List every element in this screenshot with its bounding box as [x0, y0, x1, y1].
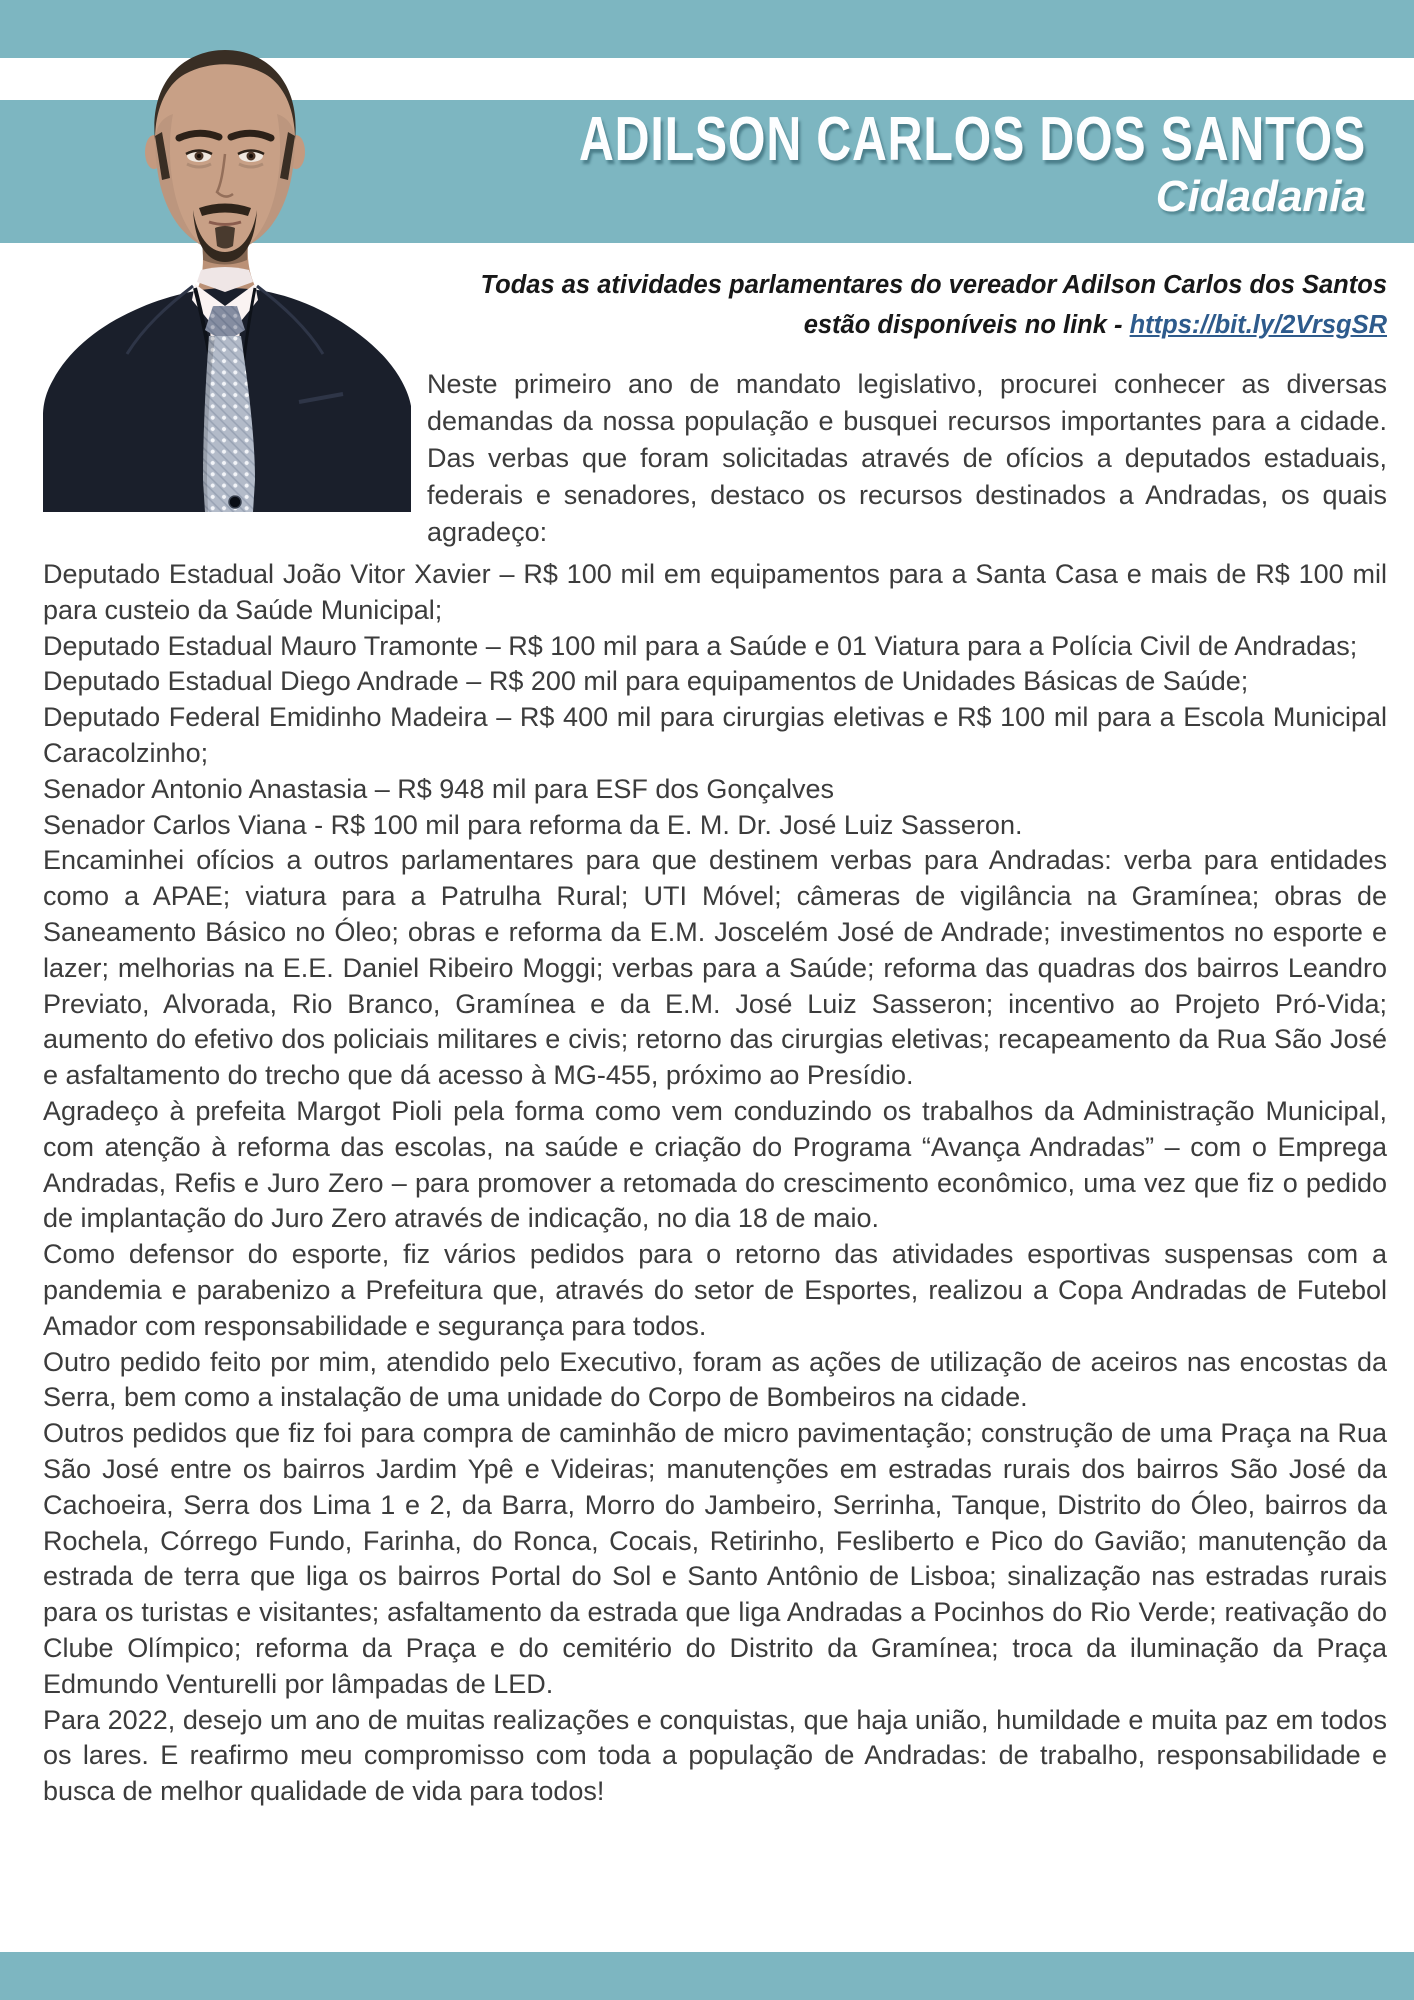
intro-note-line1: Todas as atividades parlamentares do vereador Adilson Carlos dos Santos [480, 271, 1387, 299]
body-paragraph: Senador Carlos Viana - R$ 100 mil para reforma da E. M. Dr. José Luiz Sasseron. [43, 809, 1023, 840]
suit-button [229, 496, 241, 508]
portrait-suit [43, 267, 411, 512]
body-paragraph: Como defensor do esporte, fiz vários pedidos para o retorno das atividades esportivas suspensas com a pandemia e parabenizo a Prefeitura que, através do setor de Esportes, realizou a Copa Andradas de Futebol Amador com responsabilidade e segurança para todos. [43, 1239, 1387, 1341]
body-paragraph: Deputado Estadual João Vitor Xavier – R$ 100 mil em equipamentos para a Santa Casa e mais de R$ 100 mil para custeio da Saúde Municipal; [43, 559, 1387, 625]
body-paragraph: Outros pedidos que fiz foi para compra de caminhão de micro pavimentação; construção de uma Praça na Rua São José entre os bairros Jardim Ypê e Videiras; manutenções em estradas rurais dos bairros São José da Cachoeira, Serra dos Lima 1 e 2, da Barra, Morro do Jambeiro, Serrinha, Tanque, Distrito do Óleo, bairros da Rochela, Córrego Fundo, Farinha, do Ronca, Cocais, Retirinho, Fesliberto e Pico do Gavião; manutenção da estrada de terra que liga os bairros Portal do Sol e Santo Antônio de Lisboa; sinalização nas estradas rurais para os turistas e visitantes; asfaltamento da estrada que liga Andradas a Pocinhos do Rio Verde; reativação do Clube Olímpico; reforma da Praça e do cemitério do Distrito da Gramínea; troca da iluminação da Praça Edmundo Venturelli por lâmpadas de LED. [43, 1418, 1387, 1699]
body-paragraphs [43, 557, 1387, 1810]
body-paragraph: Deputado Estadual Mauro Tramonte – R$ 100 mil para a Saúde e 01 Viatura para a Polícia Civil de Andradas; [43, 630, 1358, 661]
footer-band [0, 1952, 1414, 2000]
body-paragraph: Agradeço à prefeita Margot Pioli pela forma como vem conduzindo os trabalhos da Administração Municipal, com atenção à reforma das escolas, na saúde e criação do Programa “Avança Andradas” – com o Emprega Andradas, Refis e Juro Zero – para promover a retomada do crescimento econômico, uma vez que fiz o pedido de implantação do Juro Zero através de indicação, no dia 18 de maio. [43, 1095, 1387, 1234]
body-paragraph: Senador Antonio Anastasia – R$ 948 mil para ESF dos Gonçalves [43, 773, 834, 804]
activities-link[interactable]: https://bit.ly/2VrsgSR [1129, 311, 1387, 339]
body-paragraph: Para 2022, desejo um ano de muitas realizações e conquistas, que haja união, humildade e muita paz em todos os lares. E reafirmo meu compromisso com toda a população de Andradas: de trabalho, responsabilidade e busca de melhor qualidade de vida para todos! [43, 1704, 1387, 1807]
body-paragraph: Deputado Federal Emidinho Madeira – R$ 400 mil para cirurgias eletivas e R$ 100 mil para a Escola Municipal Caracolzinho; [43, 702, 1387, 768]
lead-paragraph: Neste primeiro ano de mandato legislativo, procurei conhecer as diversas demandas da nossa população e busquei recursos importantes para a cidade. Das verbas que foram solicitadas através de ofícios a deputados estaduais, federais e senadores, destaco os recursos destinados a Andradas, os quais agradeço: [427, 369, 1387, 547]
body-paragraph: Encaminhei ofícios a outros parlamentares para que destinem verbas para Andradas: verba para entidades como a APAE; viatura para a Patrulha Rural; UTI Móvel; câmeras de vigilância na Gramínea; obras de Saneamento Básico no Óleo; obras e reforma da E.M. Joscelém José de Andrade; investimentos no esporte e lazer; melhorias na E.E. Daniel Ribeiro Moggi; verbas para a Saúde; reforma das quadras dos bairros Leandro Previato, Alvorada, Rio Branco, Gramínea e da E.M. José Luiz Sasseron; incentivo ao Projeto Pró-Vida; aumento do efetivo dos policiais militares e civis; retorno das cirurgias eletivas; recapeamento da Rua São José e asfaltamento do trecho que dá acesso à MG-455, próximo ao Presídio. [43, 845, 1387, 1091]
page-title: ADILSON CARLOS DOS SANTOS [578, 105, 1366, 174]
portrait-photo [43, 50, 411, 512]
body-paragraph: Outro pedido feito por mim, atendido pelo Executivo, foram as ações de utilização de aceiros nas encostas da Serra, bem como a instalação de uma unidade do Corpo de Bombeiros na cidade. [43, 1346, 1387, 1413]
portrait-face [155, 58, 295, 262]
intro-note-line2: estão disponíveis no link - [803, 311, 1130, 339]
body-paragraph: Deputado Estadual Diego Andrade – R$ 200 mil para equipamentos de Unidades Básicas de Saúde; [43, 666, 1249, 697]
portrait-illustration [43, 50, 411, 512]
party-label: Cidadania [1155, 172, 1366, 221]
